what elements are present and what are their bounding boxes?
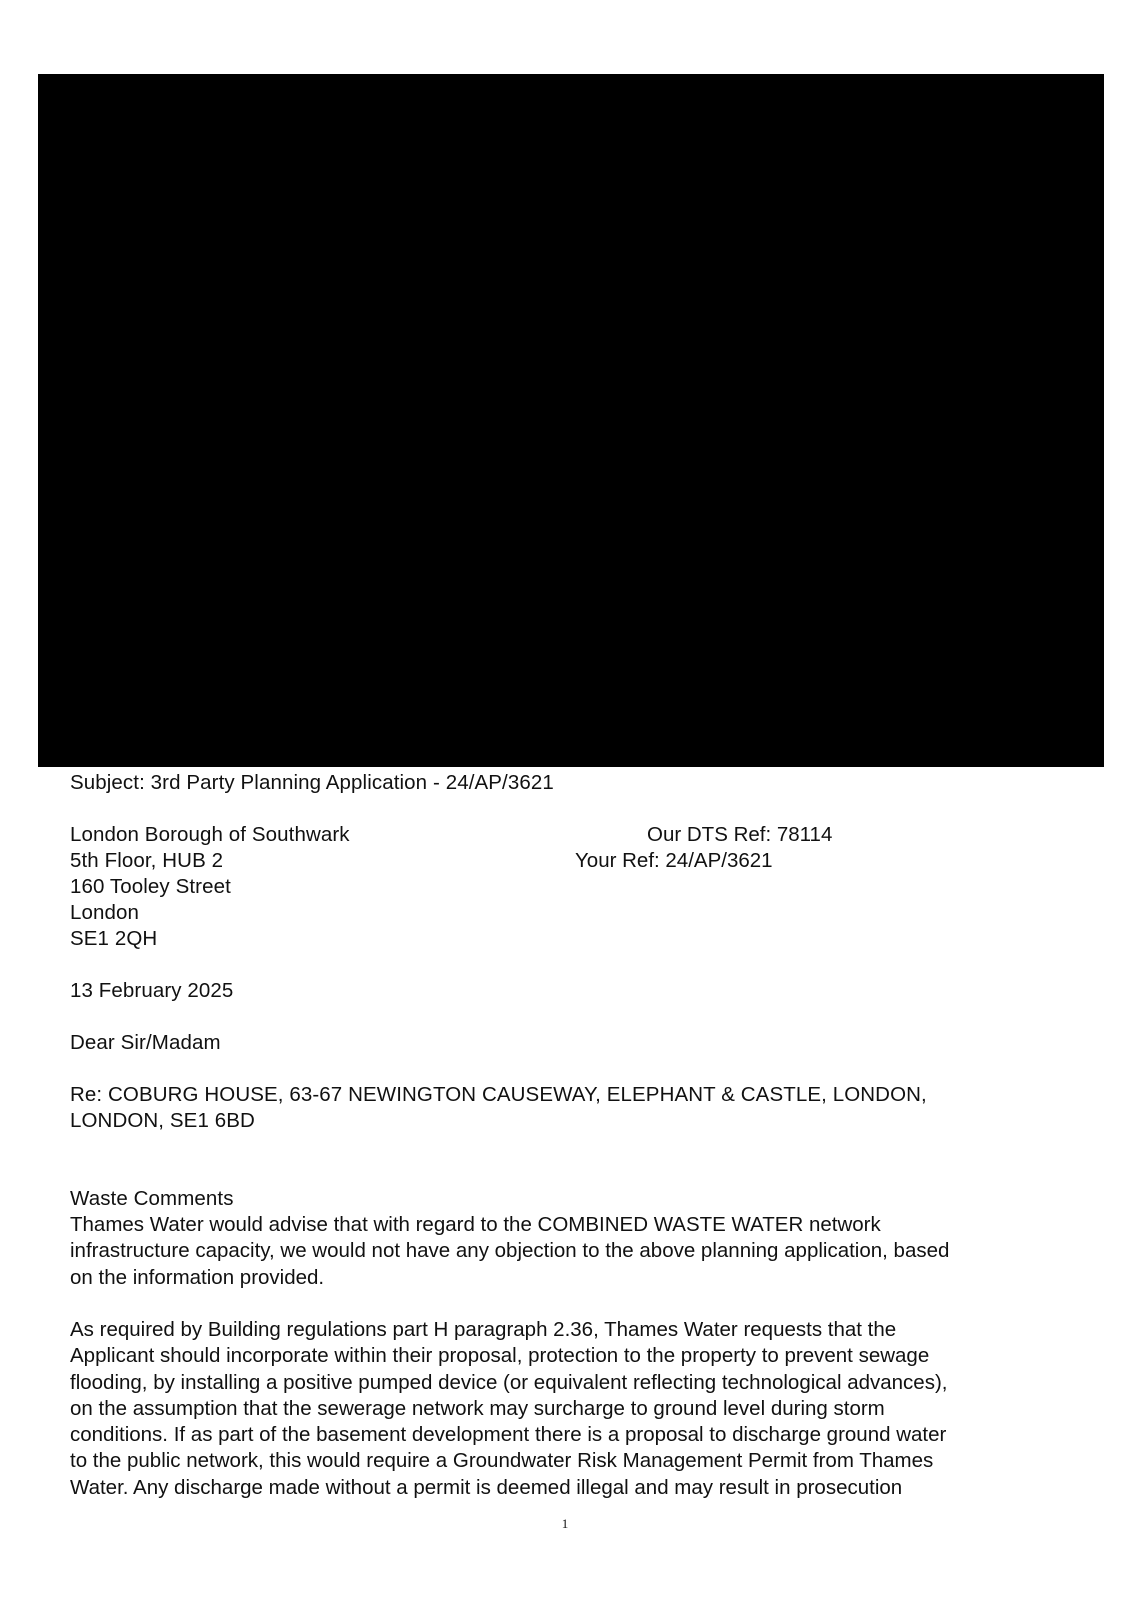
page-number: 1 — [561, 1516, 569, 1531]
paragraph-line: Thames Water would advise that with regard to the COMBINED WASTE WATER network — [70, 1213, 881, 1236]
waste-paragraph-1 — [70, 1212, 1070, 1291]
re-line-2: LONDON, SE1 6BD — [70, 1109, 255, 1132]
subject-line: Subject: 3rd Party Planning Application - 24/AP/3621 — [70, 771, 554, 794]
re-line-1: Re: COBURG HOUSE, 63-67 NEWINGTON CAUSEWAY, ELEPHANT & CASTLE, LONDON, — [70, 1083, 927, 1106]
letter-date: 13 February 2025 — [70, 979, 234, 1002]
paragraph-line: to the public network, this would require a Groundwater Risk Management Permit from Thames — [70, 1449, 934, 1473]
paragraph-line: Water. Any discharge made without a permit is deemed illegal and may result in prosecution — [70, 1475, 903, 1499]
waste-comments-heading: Waste Comments — [70, 1187, 234, 1210]
waste-paragraph-2 — [70, 1317, 1070, 1501]
paragraph-line: infrastructure capacity, we would not have any objection to the above planning application, based — [70, 1239, 950, 1263]
address-line-3: 160 Tooley Street — [70, 875, 231, 898]
address-line-5: SE1 2QH — [70, 927, 158, 950]
salutation: Dear Sir/Madam — [70, 1031, 221, 1054]
address-line-4: London — [70, 901, 140, 924]
address-line-2: 5th Floor, HUB 2 — [70, 849, 224, 872]
your-ref: Your Ref: 24/AP/3621 — [575, 849, 773, 872]
paragraph-line: on the information provided. — [70, 1265, 325, 1289]
redaction-block — [38, 74, 1104, 767]
paragraph-line: on the assumption that the sewerage network may surcharge to ground level during storm — [70, 1396, 885, 1420]
address-line-1: London Borough of Southwark — [70, 823, 350, 846]
paragraph-line: flooding, by installing a positive pumped device (or equivalent reflecting technological advances), — [70, 1370, 948, 1394]
paragraph-line: As required by Building regulations part H paragraph 2.36, Thames Water requests that the — [70, 1318, 897, 1341]
paragraph-line: conditions. If as part of the basement development there is a proposal to discharge ground water — [70, 1423, 947, 1447]
our-dts-ref: Our DTS Ref: 78114 — [647, 823, 833, 846]
paragraph-line: Applicant should incorporate within their proposal, protection to the property to prevent sewage — [70, 1344, 930, 1368]
